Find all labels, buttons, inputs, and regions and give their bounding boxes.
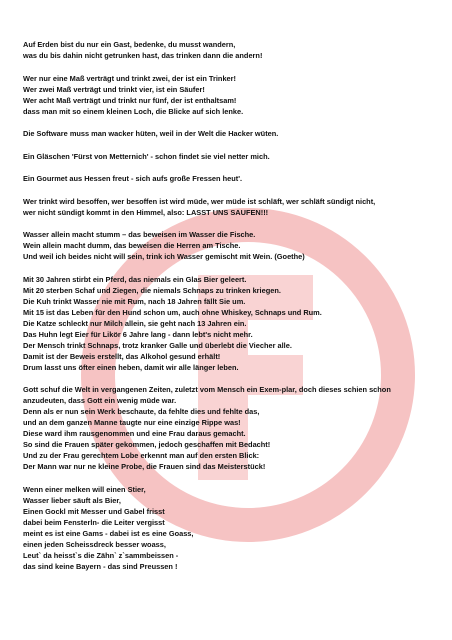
verse-line: einen jeden Scheissdreck besser woass, — [23, 539, 166, 549]
verse-line: meint es ist eine Gams - dabei ist es eine Goass, — [23, 528, 194, 538]
verse-line: Wer trinkt wird besoffen, wer besoffen ist wird müde, wer müde ist schläft, wer schläft sündigt nicht, — [23, 196, 376, 206]
verse-line: Mit 15 ist das Leben für den Hund schon um, auch ohne Whiskey, Schnaps und Rum. — [23, 307, 322, 317]
verse-stanza — [23, 229, 433, 262]
verse-stanza — [23, 274, 433, 373]
verse-line: Wer nur eine Maß verträgt und trinkt zwei, der ist ein Trinker! — [23, 73, 237, 83]
verse-stanza — [23, 484, 433, 572]
verse-line: und an dem ganzen Manne taugte nur eine einzige Rippe was! — [23, 418, 241, 427]
verse-line: Einen Gockl mit Messer und Gabel frisst — [23, 506, 165, 516]
verse-line: Denn als er nun sein Werk beschaute, da fehlte dies und fehlte das, — [23, 407, 260, 416]
verse-stanza — [23, 196, 433, 218]
verse-stanza — [23, 151, 433, 162]
verse-line: Wer zwei Maß verträgt und trinkt vier, ist ein Säufer! — [23, 84, 205, 94]
verse-line: So sind die Frauen später gekommen, jedoch geschaffen mit Bedacht! — [23, 440, 271, 449]
verse-line: Leut` da heisst`s die Zähn` z`sammbeissen - — [23, 550, 179, 560]
verse-line: Drum lasst uns öfter einen heben, damit wir alle länger leben. — [23, 362, 239, 372]
verse-line: Wasser lieber säuft als Bier, — [23, 495, 121, 505]
verse-stanza — [23, 73, 433, 117]
verse-line: dabei beim Fensterln- die Leiter vergisst — [23, 517, 165, 527]
verse-line: Die Software muss man wacker hüten, weil in der Welt die Hacker wüten. — [23, 129, 279, 138]
verse-line: Und zu der Frau gerechtem Lobe erkennt man auf den ersten Blick: — [23, 451, 260, 460]
verse-line: Wein allein macht dumm, das beweisen die Herren am Tische. — [23, 241, 241, 250]
verse-line: Auf Erden bist du nur ein Gast, bedenke, du musst wandern, — [23, 40, 236, 49]
verse-line: was du bis dahin nicht getrunken hast, das trinken dann die andern! — [23, 51, 263, 60]
verse-line: Der Mann war nur ne kleine Probe, die Frauen sind das Meisterstück! — [23, 462, 266, 471]
verse-line: Wasser allein macht stumm – das beweisen im Wasser die Fische. — [23, 230, 256, 239]
verse-stanza — [23, 39, 433, 61]
verse-line: Der Mensch trinkt Schnaps, trotz kranker Galle und überlebt die Viecher alle. — [23, 340, 292, 350]
verse-line: Die Kuh trinkt Wasser nie mit Rum, nach 18 Jahren fällt Sie um. — [23, 296, 246, 306]
verse-line: Mit 20 sterben Schaf und Ziegen, die niemals Schnaps zu trinken kriegen. — [23, 285, 281, 295]
verse-line: wer nicht sündigt kommt in den Himmel, also: LASST UNS SAUFEN!!! — [23, 207, 269, 217]
verse-line: Wenn einer melken will einen Stier, — [23, 484, 146, 494]
verse-stanza — [23, 384, 433, 472]
verse-line: das sind keine Bayern - das sind Preussen ! — [23, 561, 178, 571]
verse-line: Die Katze schleckt nur Milch allein, sie geht nach 13 Jahren ein. — [23, 318, 247, 328]
verse-line: Und weil ich beides nicht will sein, trink ich Wasser gemischt mit Wein. (Goethe) — [23, 252, 305, 261]
verse-stanza — [23, 128, 433, 139]
verse-line: dass man mit so einem kleinen Loch, die Blicke auf sich lenke. — [23, 106, 244, 116]
verse-stanza — [23, 173, 433, 184]
verse-line: Ein Gourmet aus Hessen freut - sich aufs große Fressen heut'. — [23, 174, 243, 183]
verse-line: Gott schuf die Welt in vergangenen Zeiten, zuletzt vom Mensch ein Exem-plar, doch dieses schien schon anzudeuten, dass Gott ein wenig müde war. — [23, 385, 391, 405]
verse-line: Wer acht Maß verträgt und trinkt nur fünf, der ist enthaltsam! — [23, 95, 237, 105]
verse-line: Diese ward ihm rausgenommen und eine Frau daraus gemacht. — [23, 429, 246, 438]
verse-line: Mit 30 Jahren stirbt ein Pferd, das niemals ein Glas Bier geleert. — [23, 274, 247, 284]
verse-line: Ein Gläschen 'Fürst von Metternich' - schon findet sie viel netter mich. — [23, 151, 270, 161]
verse-line: Damit ist der Beweis erstellt, das Alkohol gesund erhält! — [23, 351, 221, 361]
verse-line: Das Huhn legt Eier für Likör 6 Jahre lang - dann lebt's nicht mehr. — [23, 329, 253, 339]
